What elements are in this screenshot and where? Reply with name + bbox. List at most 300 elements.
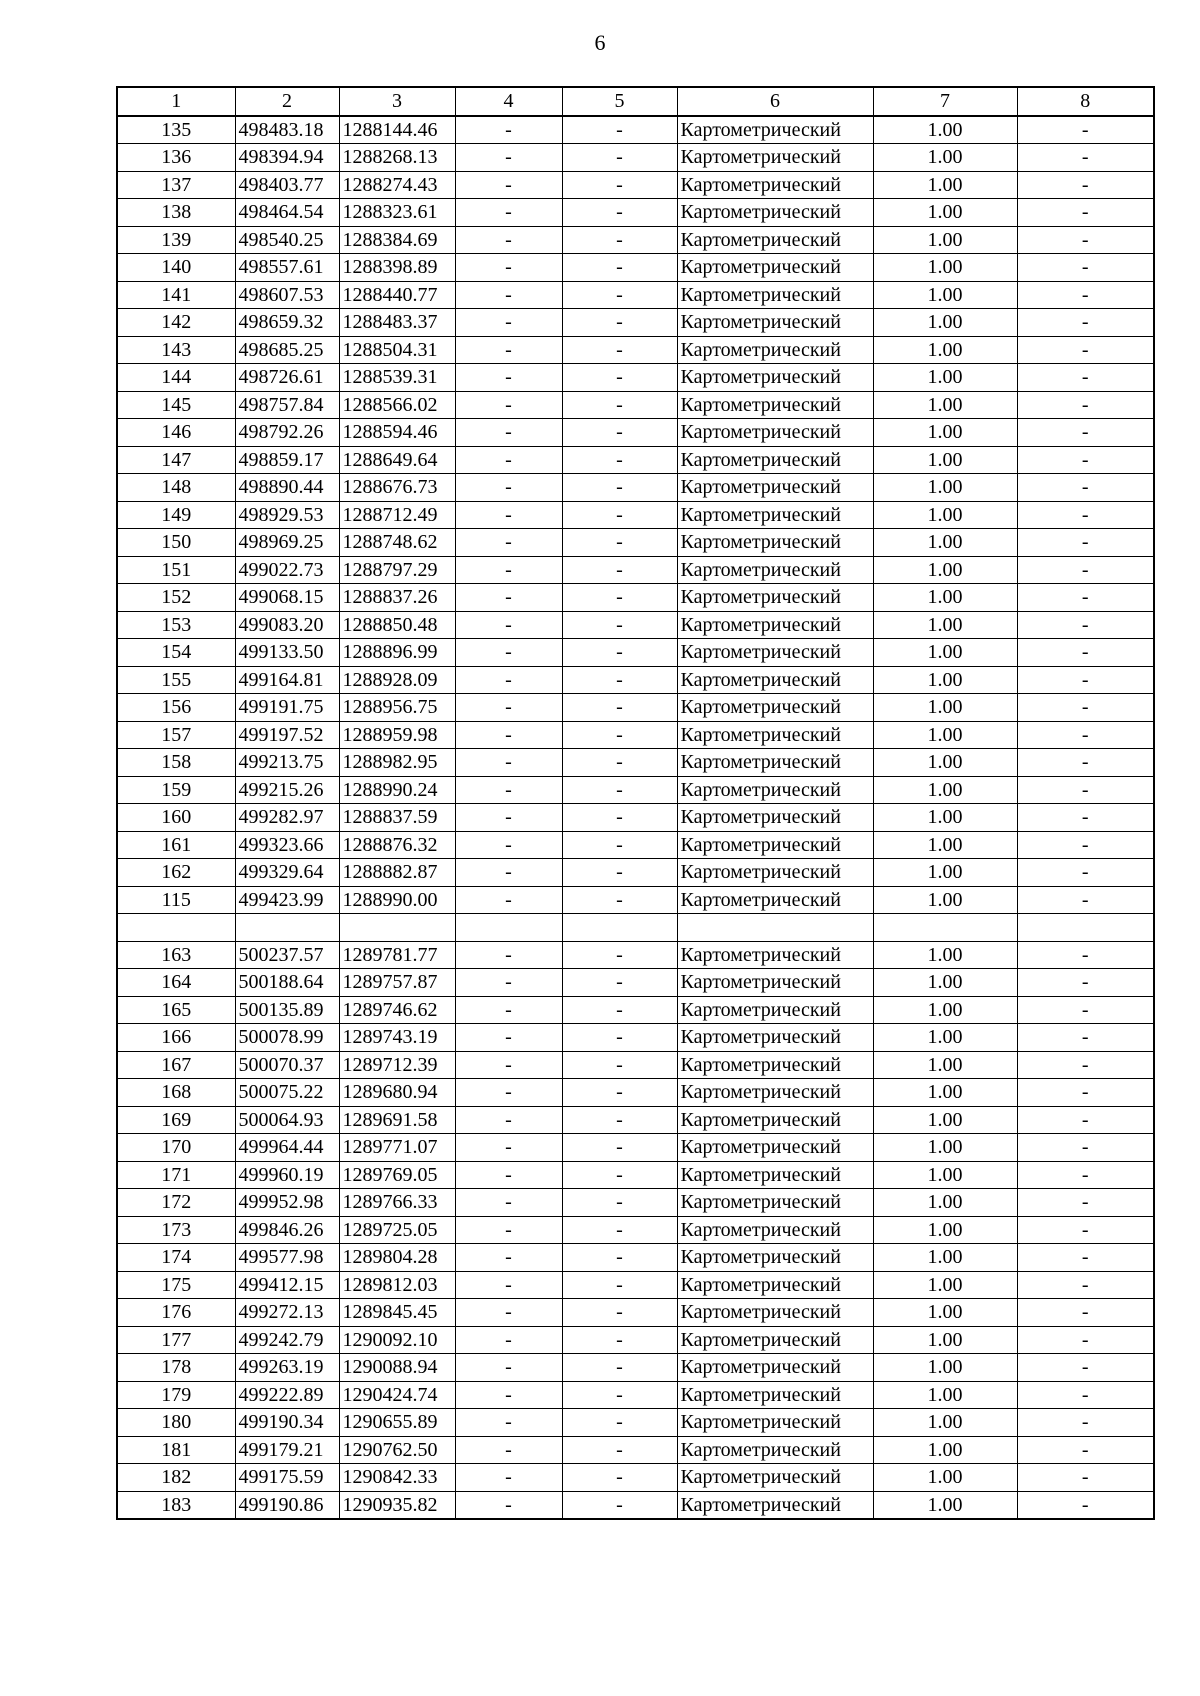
column-5-cell: -	[562, 831, 677, 859]
method-cell: Картометрический	[677, 1354, 873, 1382]
column-8-cell: -	[1017, 1189, 1154, 1217]
accuracy-cell: 1.00	[873, 1216, 1017, 1244]
column-8-cell: -	[1017, 1326, 1154, 1354]
method-cell: Картометрический	[677, 1299, 873, 1327]
accuracy-cell: 1.00	[873, 721, 1017, 749]
x-coordinate-cell: 499133.50	[235, 639, 339, 667]
point-number-cell: 139	[117, 226, 235, 254]
column-8-cell: -	[1017, 1134, 1154, 1162]
column-5-cell: -	[562, 1106, 677, 1134]
y-coordinate-cell: 1288268.13	[339, 144, 455, 172]
y-coordinate-cell: 1289757.87	[339, 969, 455, 997]
x-coordinate-cell	[235, 914, 339, 942]
column-4-cell: -	[455, 254, 562, 282]
x-coordinate-cell: 498540.25	[235, 226, 339, 254]
point-number-cell: 146	[117, 419, 235, 447]
column-5-cell: -	[562, 969, 677, 997]
y-coordinate-cell: 1288323.61	[339, 199, 455, 227]
point-number-cell: 171	[117, 1161, 235, 1189]
column-5-cell: -	[562, 584, 677, 612]
y-coordinate-cell: 1289845.45	[339, 1299, 455, 1327]
column-8-cell: -	[1017, 556, 1154, 584]
column-4-cell: -	[455, 1024, 562, 1052]
column-8-cell: -	[1017, 639, 1154, 667]
method-cell: Картометрический	[677, 501, 873, 529]
x-coordinate-cell: 499175.59	[235, 1464, 339, 1492]
accuracy-cell: 1.00	[873, 859, 1017, 887]
y-coordinate-cell: 1290424.74	[339, 1381, 455, 1409]
table-row	[117, 859, 1154, 887]
point-number-cell: 143	[117, 336, 235, 364]
point-number-cell: 154	[117, 639, 235, 667]
column-4-cell: -	[455, 831, 562, 859]
y-coordinate-cell: 1290092.10	[339, 1326, 455, 1354]
column-5-cell: -	[562, 1079, 677, 1107]
column-4-cell: -	[455, 419, 562, 447]
column-8-cell: -	[1017, 831, 1154, 859]
point-number-cell: 161	[117, 831, 235, 859]
table-row	[117, 941, 1154, 969]
y-coordinate-cell: 1288850.48	[339, 611, 455, 639]
column-5-cell: -	[562, 886, 677, 914]
point-number-cell: 173	[117, 1216, 235, 1244]
y-coordinate-cell: 1289712.39	[339, 1051, 455, 1079]
column-4-cell: -	[455, 1244, 562, 1272]
accuracy-cell: 1.00	[873, 886, 1017, 914]
x-coordinate-cell: 499577.98	[235, 1244, 339, 1272]
column-5-cell: -	[562, 144, 677, 172]
column-5-cell: -	[562, 1464, 677, 1492]
x-coordinate-cell: 498394.94	[235, 144, 339, 172]
method-cell: Картометрический	[677, 804, 873, 832]
x-coordinate-cell: 498557.61	[235, 254, 339, 282]
y-coordinate-cell: 1290842.33	[339, 1464, 455, 1492]
column-4-cell: -	[455, 1134, 562, 1162]
method-cell: Картометрический	[677, 1106, 873, 1134]
point-number-cell: 138	[117, 199, 235, 227]
method-cell: Картометрический	[677, 1271, 873, 1299]
column-8-cell: -	[1017, 391, 1154, 419]
point-number-cell: 165	[117, 996, 235, 1024]
column-8-cell: -	[1017, 171, 1154, 199]
point-number-cell: 174	[117, 1244, 235, 1272]
method-cell: Картометрический	[677, 226, 873, 254]
method-cell: Картометрический	[677, 474, 873, 502]
accuracy-cell: 1.00	[873, 199, 1017, 227]
column-5-cell: -	[562, 1216, 677, 1244]
accuracy-cell: 1.00	[873, 556, 1017, 584]
column-8-cell: -	[1017, 1051, 1154, 1079]
table-row	[117, 501, 1154, 529]
column-5-cell: -	[562, 364, 677, 392]
table-row	[117, 529, 1154, 557]
y-coordinate-cell: 1289771.07	[339, 1134, 455, 1162]
point-number-cell: 180	[117, 1409, 235, 1437]
column-4-cell: -	[455, 941, 562, 969]
column-4-cell: -	[455, 694, 562, 722]
method-cell: Картометрический	[677, 996, 873, 1024]
x-coordinate-cell: 498659.32	[235, 309, 339, 337]
y-coordinate-cell: 1288959.98	[339, 721, 455, 749]
method-cell: Картометрический	[677, 1244, 873, 1272]
point-number-cell: 156	[117, 694, 235, 722]
y-coordinate-cell: 1288440.77	[339, 281, 455, 309]
column-5-cell	[562, 914, 677, 942]
point-number-cell: 182	[117, 1464, 235, 1492]
accuracy-cell: 1.00	[873, 116, 1017, 144]
x-coordinate-cell: 499190.86	[235, 1491, 339, 1519]
column-8-cell: -	[1017, 281, 1154, 309]
point-number-cell: 137	[117, 171, 235, 199]
column-5-cell: -	[562, 694, 677, 722]
table-row	[117, 391, 1154, 419]
column-8-cell: -	[1017, 886, 1154, 914]
table-row	[117, 1491, 1154, 1519]
table-row	[117, 116, 1154, 144]
point-number-cell: 167	[117, 1051, 235, 1079]
method-cell: Картометрический	[677, 776, 873, 804]
x-coordinate-cell: 499242.79	[235, 1326, 339, 1354]
table-row	[117, 1244, 1154, 1272]
y-coordinate-cell: 1288144.46	[339, 116, 455, 144]
column-5-cell: -	[562, 996, 677, 1024]
column-4-cell	[455, 914, 562, 942]
table-row	[117, 666, 1154, 694]
point-number-cell: 145	[117, 391, 235, 419]
table-row	[117, 611, 1154, 639]
point-number-cell: 183	[117, 1491, 235, 1519]
method-cell: Картометрический	[677, 1409, 873, 1437]
y-coordinate-cell: 1288566.02	[339, 391, 455, 419]
method-cell: Картометрический	[677, 694, 873, 722]
accuracy-cell: 1.00	[873, 336, 1017, 364]
column-8-cell: -	[1017, 1464, 1154, 1492]
point-number-cell: 150	[117, 529, 235, 557]
x-coordinate-cell: 499215.26	[235, 776, 339, 804]
x-coordinate-cell: 498607.53	[235, 281, 339, 309]
accuracy-cell: 1.00	[873, 1134, 1017, 1162]
method-cell: Картометрический	[677, 116, 873, 144]
column-4-cell: -	[455, 804, 562, 832]
column-5-cell: -	[562, 666, 677, 694]
method-cell: Картометрический	[677, 419, 873, 447]
column-5-cell: -	[562, 1381, 677, 1409]
column-5-cell: -	[562, 171, 677, 199]
x-coordinate-cell: 499213.75	[235, 749, 339, 777]
column-8-cell: -	[1017, 1409, 1154, 1437]
column-8-cell: -	[1017, 941, 1154, 969]
table-row	[117, 1189, 1154, 1217]
table-row	[117, 1134, 1154, 1162]
column-4-cell: -	[455, 749, 562, 777]
point-number-cell: 135	[117, 116, 235, 144]
column-5-cell: -	[562, 419, 677, 447]
accuracy-cell: 1.00	[873, 281, 1017, 309]
method-cell: Картометрический	[677, 309, 873, 337]
x-coordinate-cell: 499179.21	[235, 1436, 339, 1464]
table-row	[117, 831, 1154, 859]
column-5-cell: -	[562, 1299, 677, 1327]
point-number-cell: 157	[117, 721, 235, 749]
column-8-cell: -	[1017, 309, 1154, 337]
table-row	[117, 474, 1154, 502]
column-5-cell: -	[562, 1436, 677, 1464]
y-coordinate-cell: 1288539.31	[339, 364, 455, 392]
y-coordinate-cell: 1288882.87	[339, 859, 455, 887]
column-8-cell: -	[1017, 1271, 1154, 1299]
point-number-cell: 151	[117, 556, 235, 584]
column-8-cell	[1017, 914, 1154, 942]
method-cell: Картометрический	[677, 639, 873, 667]
column-4-cell: -	[455, 584, 562, 612]
column-8-cell: -	[1017, 776, 1154, 804]
accuracy-cell: 1.00	[873, 1326, 1017, 1354]
column-4-cell: -	[455, 474, 562, 502]
point-number-cell: 136	[117, 144, 235, 172]
column-8-cell: -	[1017, 666, 1154, 694]
method-cell: Картометрический	[677, 831, 873, 859]
x-coordinate-cell: 499263.19	[235, 1354, 339, 1382]
column-4-cell: -	[455, 1464, 562, 1492]
point-number-cell: 170	[117, 1134, 235, 1162]
column-4-cell: -	[455, 144, 562, 172]
column-5-cell: -	[562, 254, 677, 282]
column-4-cell: -	[455, 996, 562, 1024]
column-4-cell: -	[455, 1051, 562, 1079]
column-4-cell: -	[455, 1189, 562, 1217]
x-coordinate-cell: 498726.61	[235, 364, 339, 392]
column-8-cell: -	[1017, 1244, 1154, 1272]
accuracy-cell: 1.00	[873, 639, 1017, 667]
accuracy-cell: 1.00	[873, 391, 1017, 419]
table-row	[117, 364, 1154, 392]
column-5-cell: -	[562, 1134, 677, 1162]
accuracy-cell: 1.00	[873, 584, 1017, 612]
point-number-cell: 166	[117, 1024, 235, 1052]
column-5-cell: -	[562, 391, 677, 419]
column-8-cell: -	[1017, 859, 1154, 887]
y-coordinate-cell: 1289781.77	[339, 941, 455, 969]
column-4-cell: -	[455, 639, 562, 667]
method-cell: Картометрический	[677, 364, 873, 392]
y-coordinate-cell: 1289812.03	[339, 1271, 455, 1299]
x-coordinate-cell: 499412.15	[235, 1271, 339, 1299]
method-cell: Картометрический	[677, 666, 873, 694]
x-coordinate-cell: 498403.77	[235, 171, 339, 199]
y-coordinate-cell: 1288384.69	[339, 226, 455, 254]
column-4-cell: -	[455, 199, 562, 227]
column-5-cell: -	[562, 1271, 677, 1299]
x-coordinate-cell: 499022.73	[235, 556, 339, 584]
column-8-cell: -	[1017, 721, 1154, 749]
accuracy-cell: 1.00	[873, 1491, 1017, 1519]
method-cell: Картометрический	[677, 584, 873, 612]
method-cell: Картометрический	[677, 1326, 873, 1354]
method-cell: Картометрический	[677, 886, 873, 914]
method-cell: Картометрический	[677, 1189, 873, 1217]
column-4-cell: -	[455, 116, 562, 144]
column-4-cell: -	[455, 226, 562, 254]
accuracy-cell: 1.00	[873, 254, 1017, 282]
column-8-cell: -	[1017, 1354, 1154, 1382]
accuracy-cell: 1.00	[873, 1464, 1017, 1492]
column-4-cell: -	[455, 1354, 562, 1382]
accuracy-cell: 1.00	[873, 831, 1017, 859]
column-8-cell: -	[1017, 116, 1154, 144]
x-coordinate-cell: 499952.98	[235, 1189, 339, 1217]
column-5-cell: -	[562, 1354, 677, 1382]
point-number-cell: 172	[117, 1189, 235, 1217]
method-cell: Картометрический	[677, 281, 873, 309]
column-4-cell: -	[455, 501, 562, 529]
column-5-cell: -	[562, 1326, 677, 1354]
accuracy-cell: 1.00	[873, 1079, 1017, 1107]
page-number: 6	[594, 30, 606, 55]
column-5-cell: -	[562, 1051, 677, 1079]
column-5-cell: -	[562, 336, 677, 364]
column-header: 4	[455, 87, 562, 116]
table-row	[117, 1354, 1154, 1382]
column-4-cell: -	[455, 1271, 562, 1299]
y-coordinate-cell: 1288797.29	[339, 556, 455, 584]
accuracy-cell: 1.00	[873, 171, 1017, 199]
x-coordinate-cell: 499423.99	[235, 886, 339, 914]
column-5-cell: -	[562, 309, 677, 337]
table-row	[117, 254, 1154, 282]
method-cell: Картометрический	[677, 336, 873, 364]
table-row	[117, 1024, 1154, 1052]
method-cell: Картометрический	[677, 969, 873, 997]
y-coordinate-cell: 1288896.99	[339, 639, 455, 667]
accuracy-cell: 1.00	[873, 1271, 1017, 1299]
table-row	[117, 1326, 1154, 1354]
column-5-cell: -	[562, 226, 677, 254]
table-row	[117, 584, 1154, 612]
y-coordinate-cell: 1288990.00	[339, 886, 455, 914]
x-coordinate-cell: 498890.44	[235, 474, 339, 502]
column-4-cell: -	[455, 886, 562, 914]
column-header: 2	[235, 87, 339, 116]
table-row	[117, 309, 1154, 337]
x-coordinate-cell: 499068.15	[235, 584, 339, 612]
x-coordinate-cell: 499190.34	[235, 1409, 339, 1437]
point-number-cell: 140	[117, 254, 235, 282]
column-8-cell: -	[1017, 144, 1154, 172]
x-coordinate-cell: 499197.52	[235, 721, 339, 749]
table-row	[117, 199, 1154, 227]
column-5-cell: -	[562, 749, 677, 777]
x-coordinate-cell: 500078.99	[235, 1024, 339, 1052]
column-5-cell: -	[562, 639, 677, 667]
column-4-cell: -	[455, 1436, 562, 1464]
y-coordinate-cell	[339, 914, 455, 942]
point-number-cell: 142	[117, 309, 235, 337]
table-row	[117, 639, 1154, 667]
column-8-cell: -	[1017, 804, 1154, 832]
method-cell: Картометрический	[677, 171, 873, 199]
point-number-cell: 144	[117, 364, 235, 392]
table-row	[117, 749, 1154, 777]
table-row	[117, 1079, 1154, 1107]
accuracy-cell: 1.00	[873, 1381, 1017, 1409]
table-row	[117, 1464, 1154, 1492]
column-8-cell: -	[1017, 336, 1154, 364]
point-number-cell: 160	[117, 804, 235, 832]
table-row	[117, 1216, 1154, 1244]
method-cell: Картометрический	[677, 1024, 873, 1052]
x-coordinate-cell: 499964.44	[235, 1134, 339, 1162]
column-4-cell: -	[455, 1079, 562, 1107]
point-number-cell: 163	[117, 941, 235, 969]
x-coordinate-cell: 499164.81	[235, 666, 339, 694]
accuracy-cell: 1.00	[873, 446, 1017, 474]
column-8-cell: -	[1017, 501, 1154, 529]
accuracy-cell: 1.00	[873, 309, 1017, 337]
method-cell: Картометрический	[677, 446, 873, 474]
point-number-cell: 149	[117, 501, 235, 529]
accuracy-cell: 1.00	[873, 776, 1017, 804]
point-number-cell: 164	[117, 969, 235, 997]
column-8-cell: -	[1017, 611, 1154, 639]
y-coordinate-cell: 1289691.58	[339, 1106, 455, 1134]
column-5-cell: -	[562, 941, 677, 969]
accuracy-cell: 1.00	[873, 419, 1017, 447]
table-row	[117, 226, 1154, 254]
accuracy-cell: 1.00	[873, 1244, 1017, 1272]
table-row	[117, 996, 1154, 1024]
accuracy-cell: 1.00	[873, 941, 1017, 969]
table-row	[117, 556, 1154, 584]
column-4-cell: -	[455, 529, 562, 557]
point-number-cell: 158	[117, 749, 235, 777]
y-coordinate-cell: 1290088.94	[339, 1354, 455, 1382]
method-cell: Картометрический	[677, 611, 873, 639]
column-5-cell: -	[562, 446, 677, 474]
table-row	[117, 281, 1154, 309]
point-number-cell: 148	[117, 474, 235, 502]
table-row	[117, 171, 1154, 199]
y-coordinate-cell: 1289725.05	[339, 1216, 455, 1244]
column-4-cell: -	[455, 1106, 562, 1134]
column-5-cell: -	[562, 474, 677, 502]
accuracy-cell: 1.00	[873, 474, 1017, 502]
column-header: 7	[873, 87, 1017, 116]
accuracy-cell: 1.00	[873, 804, 1017, 832]
y-coordinate-cell: 1288712.49	[339, 501, 455, 529]
point-number-cell: 141	[117, 281, 235, 309]
column-8-cell: -	[1017, 254, 1154, 282]
point-number-cell: 159	[117, 776, 235, 804]
x-coordinate-cell: 499222.89	[235, 1381, 339, 1409]
accuracy-cell: 1.00	[873, 1436, 1017, 1464]
point-number-cell: 162	[117, 859, 235, 887]
table-header-row	[117, 87, 1154, 116]
table-row	[117, 1381, 1154, 1409]
method-cell: Картометрический	[677, 391, 873, 419]
x-coordinate-cell: 498685.25	[235, 336, 339, 364]
y-coordinate-cell: 1289766.33	[339, 1189, 455, 1217]
point-number-cell: 155	[117, 666, 235, 694]
accuracy-cell: 1.00	[873, 1409, 1017, 1437]
y-coordinate-cell: 1289746.62	[339, 996, 455, 1024]
column-8-cell: -	[1017, 969, 1154, 997]
accuracy-cell: 1.00	[873, 226, 1017, 254]
table-row	[117, 1161, 1154, 1189]
y-coordinate-cell: 1290762.50	[339, 1436, 455, 1464]
accuracy-cell: 1.00	[873, 666, 1017, 694]
x-coordinate-cell: 498859.17	[235, 446, 339, 474]
column-4-cell: -	[455, 611, 562, 639]
